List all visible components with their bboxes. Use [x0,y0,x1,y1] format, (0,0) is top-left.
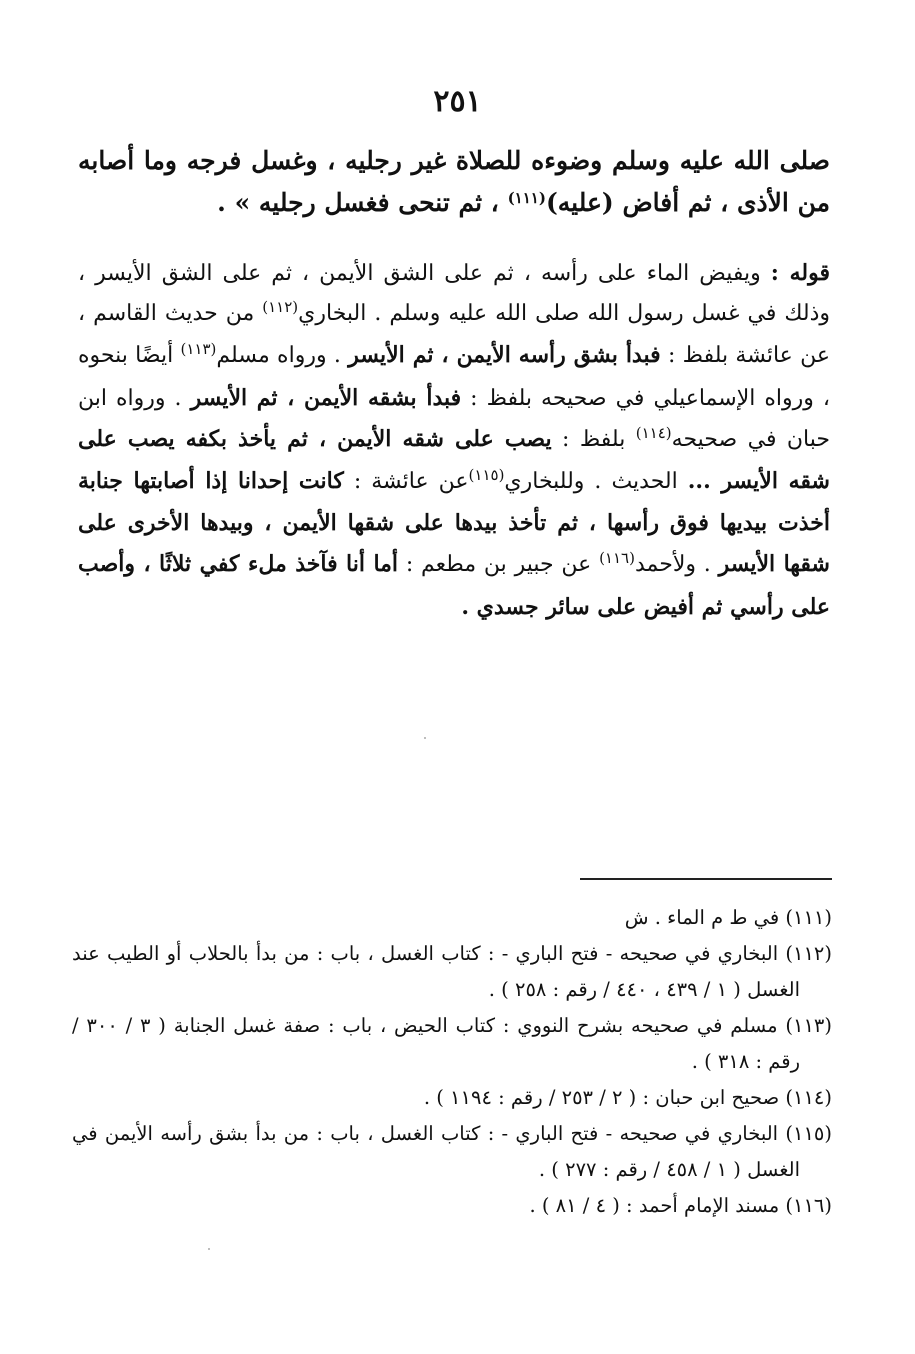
bold-phrase: فبدأ بشقه الأيمن ، ثم الأيسر [190,384,462,411]
footnote-text: مسلم في صحيحه بشرح النووي : كتاب الحيض ، باب : صفة غسل الجنابة ( ٣ / ٣٠٠ / رقم : ٣١٨ ) . [72,1014,800,1073]
footnote-divider [580,878,832,880]
paragraph-text: صلى الله عليه وسلم وضوءه للصلاة غير رجليه ، وغسل فرجه وما أصابه من الأذى ، ثم أفاض (عليه) [78,146,830,217]
footnote-ref: (١١٥) [468,466,505,485]
footnote-number: (١١١) [785,906,832,929]
footnote-item [72,1080,832,1116]
paragraph-hadith-end [78,140,830,227]
footnote-number: (١١٤) [785,1086,832,1109]
footnote-number: (١١٢) [785,942,832,965]
paragraph-text: ويفيض الماء على رأسه ، ثم على الشق الأيمن ، ثم على الشق الأيسر ، وذلك في غسل رسول الله صلى الله عليه وسلم . البخاري [78,261,830,327]
footnote-number: (١١٣) [785,1014,832,1037]
footnote-text: في ط م الماء . ش [624,906,786,929]
footnotes-section [72,900,832,1224]
footnote-ref: (١١١) [507,189,546,207]
page-number: ٢٥١ [433,84,482,119]
footnote-item [72,1116,832,1188]
bold-phrase: كانت إحدانا إذا أصابتها جنابة أخذت بيديها فوق رأسها ، ثم تأخذ بيدها على شقها الأيمن ، وبيدها الأخرى على شقها الأيسر [78,468,830,578]
paragraph-commentary [78,253,830,628]
footnote-item [72,936,832,1008]
bold-phrase: يصب على شقه الأيمن ، ثم يأخذ بكفه يصب على شقه الأيسر ... [78,425,830,495]
footnote-ref: (١١٢) [262,298,299,317]
paragraph-text: الحديث . وللبخاري [504,469,688,495]
paragraph-text: من حديث القاسم ، عن عائشة بلفظ : [78,301,830,369]
footnote-item [72,1188,832,1224]
footnote-ref: (١١٤) [635,423,672,442]
footnote-text: مسند الإمام أحمد : ( ٤ / ٨١ ) . [529,1194,786,1217]
footnote-number: (١١٥) [785,1122,832,1145]
footnote-text: صحيح ابن حبان : ( ٢ / ٢٥٣ / رقم : ١١٩٤ ) . [423,1086,786,1109]
paragraph-text: عن جبير بن مطعم : [398,552,600,578]
paragraph-text: بلفظ : [551,426,636,452]
footnote-number: (١١٦) [785,1194,832,1217]
paragraph-text: عن عائشة : [343,469,469,495]
bold-phrase: قوله : [770,260,830,286]
paragraph-text: . ورواه مسلم [216,343,349,369]
bold-phrase: أما أنا فآخذ ملء كفي ثلاثًا ، وأصب على رأسي ثم أفيض على سائر جسدي . [78,551,830,620]
bold-phrase: فبدأ بشق رأسه الأيمن ، ثم الأيسر [348,342,661,369]
paragraph-text: ، ثم تنحى فغسل رجليه » . [217,188,508,217]
scan-speck [424,737,426,739]
footnote-ref: (١١٦) [599,549,635,568]
paragraph-text: . ولأحمد [634,552,719,578]
footnote-text: البخاري في صحيحه - فتح الباري - : كتاب الغسل ، باب : من بدأ بشق رأسه الأيمن في الغسل ( ١ / ٤٥٨ / رقم : ٢٧٧ ) . [72,1122,800,1181]
paragraph-text: . ورواه ابن حبان في صحيحه [78,385,830,452]
footnote-text: البخاري في صحيحه - فتح الباري - : كتاب الغسل ، باب : من بدأ بالحلاب أو الطيب عند الغسل ( ١ / ٤٣٩ ، ٤٤٠ / رقم : ٢٥٨ ) . [72,942,800,1001]
scan-speck [208,1248,210,1250]
main-text [78,140,830,628]
footnote-ref: (١١٣) [180,340,217,359]
footnote-item [72,1008,832,1080]
paragraph-text: أيضًا بنحوه ، ورواه الإسماعيلي في صحيحه بلفظ : [78,343,831,411]
footnote-item [72,900,832,936]
